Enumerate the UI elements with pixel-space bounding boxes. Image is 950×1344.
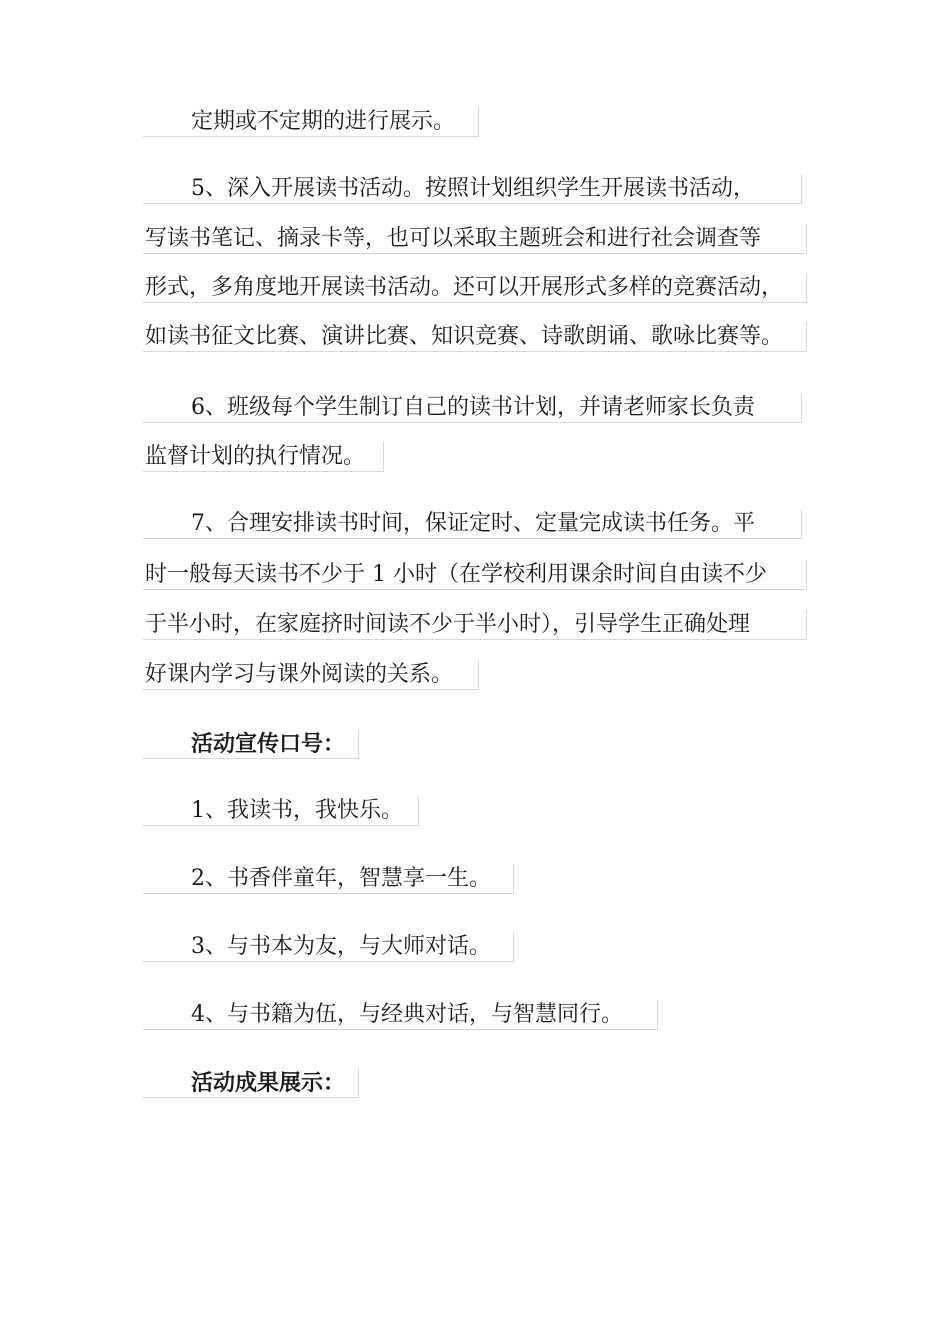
paragraph-5-line-4: 如读书征文比赛、演讲比赛、知识竞赛、诗歌朗诵、歌咏比赛等。 (143, 322, 807, 352)
paragraph-7-line-1: 7、合理安排读书时间，保证定时、定量完成读书任务。平 (143, 509, 802, 539)
paragraph-4-continuation: 定期或不定期的进行展示。 (143, 107, 479, 137)
paragraph-6-line-2: 监督计划的执行情况。 (143, 442, 384, 472)
slogan-item-3: 3、与书本为友，与大师对话。 (143, 932, 514, 962)
paragraph-5-line-2: 写读书笔记、摘录卡等，也可以采取主题班会和进行社会调查等 (143, 224, 807, 254)
slogan-heading: 活动宣传口号： (143, 729, 359, 759)
slogan-item-1: 1、我读书，我快乐。 (143, 796, 419, 826)
paragraph-7-line-2: 时一般每天读书不少于 1 小时（在学校利用课余时间自由读不少 (143, 560, 807, 590)
slogan-item-2: 2、书香伴童年，智慧享一生。 (143, 864, 514, 894)
paragraph-5-line-3: 形式，多角度地开展读书活动。还可以开展形式多样的竞赛活动， (143, 273, 807, 303)
slogan-item-4: 4、与书籍为伍，与经典对话，与智慧同行。 (143, 1000, 658, 1030)
paragraph-7-line-4: 好课内学习与课外阅读的关系。 (143, 660, 479, 690)
paragraph-5-line-1: 5、深入开展读书活动。按照计划组织学生开展读书活动， (143, 174, 802, 204)
paragraph-6-line-1: 6、班级每个学生制订自己的读书计划，并请老师家长负责 (143, 393, 802, 423)
paragraph-7-line-3: 于半小时，在家庭挤时间读不少于半小时），引导学生正确处理 (143, 610, 807, 640)
results-heading: 活动成果展示： (143, 1068, 359, 1098)
